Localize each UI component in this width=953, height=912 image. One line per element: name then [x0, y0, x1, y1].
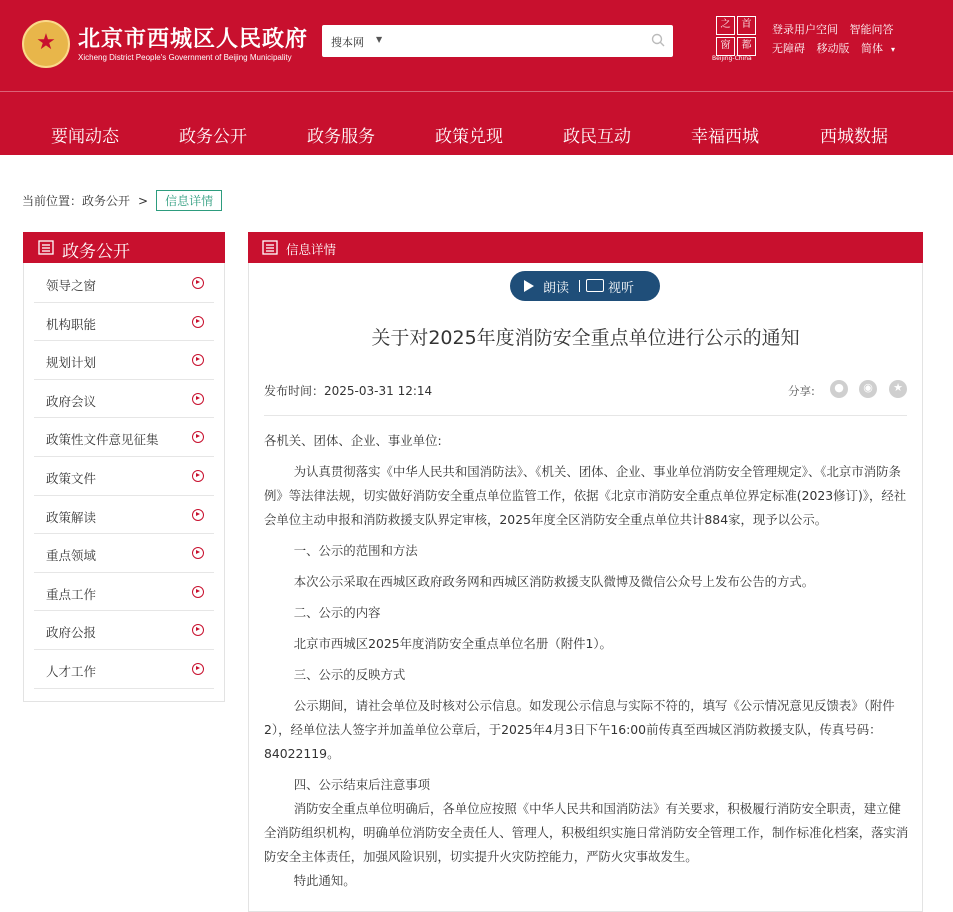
play-icon[interactable] [524, 280, 534, 292]
arrow-circle-icon [192, 547, 204, 559]
publish-label: 发布时间： [264, 384, 325, 398]
sidebar-item-leaders[interactable] [34, 264, 214, 303]
logo-cell: 首 [737, 16, 756, 35]
nav-item-news[interactable]: 要闻动态 [51, 127, 119, 147]
header-divider [0, 91, 953, 92]
monitor-icon[interactable] [586, 279, 604, 292]
search-scope-select[interactable]: 搜本网 [331, 36, 364, 49]
publish-time: 2025-03-31 12:14 [324, 384, 433, 398]
sidebar-item-label: 重点领域 [46, 548, 97, 564]
header [0, 0, 953, 155]
article-title: 关于对2025年度消防安全重点单位进行公示的通知 [371, 327, 800, 349]
sidebar-item-meetings[interactable] [34, 380, 214, 419]
sidebar-item-label: 政策解读 [46, 509, 97, 525]
nav-item-data[interactable]: 西城数据 [820, 127, 888, 147]
sidebar-item-functions[interactable] [34, 303, 214, 342]
title-divider [264, 415, 907, 416]
sidebar-item-label: 政府公报 [46, 625, 97, 641]
search-icon[interactable] [651, 33, 665, 47]
arrow-circle-icon [192, 393, 204, 405]
article-heading: 二、公示的内容 [293, 605, 381, 620]
arrow-circle-icon [192, 316, 204, 328]
search-input[interactable] [394, 31, 634, 51]
breadcrumb [22, 190, 222, 211]
arrow-circle-icon [192, 586, 204, 598]
site-subtitle: Xicheng District People's Government of Beijing Municipality [78, 53, 292, 62]
article-greeting: 各机关、团体、企业、事业单位: [264, 433, 442, 448]
accessibility-link[interactable]: 无障碍 [772, 42, 805, 55]
breadcrumb-separator: > [138, 194, 149, 208]
reader-divider [579, 280, 580, 292]
audiovisual-button[interactable]: 视听 [608, 281, 635, 296]
sidebar-item-label: 人才工作 [46, 663, 97, 679]
sidebar-item-policy-docs[interactable] [34, 457, 214, 496]
read-aloud-button[interactable]: 朗读 [543, 281, 570, 296]
article-body [264, 429, 909, 893]
nav-item-interaction[interactable]: 政民互动 [563, 127, 631, 147]
article-paragraph: 本次公示采取在西城区政府政务网和西城区消防救援支队微博及微信公众号上发布公告的方式。 [293, 574, 815, 589]
article-heading: 四、公示结束后注意事项 [293, 777, 431, 792]
logo-cell: 都 [737, 37, 756, 56]
logo-subtitle: Beijing-China [712, 55, 752, 62]
sidebar-item-consultation[interactable] [34, 418, 214, 457]
document-icon [38, 240, 54, 255]
sidebar-item-label: 重点工作 [46, 586, 97, 602]
sidebar-item-label: 机构职能 [46, 316, 97, 332]
sidebar-item-gazette[interactable] [34, 611, 214, 650]
breadcrumb-prefix: 当前位置： [22, 194, 83, 208]
article-closing: 特此通知。 [293, 873, 356, 888]
sidebar-item-label: 政策文件 [46, 470, 97, 486]
main-nav [0, 122, 953, 148]
nav-item-gov-affairs[interactable]: 政务公开 [179, 127, 247, 147]
sidebar-title: 政务公开 [62, 242, 130, 262]
sidebar-item-key-areas[interactable] [34, 534, 214, 573]
sidebar-item-label: 政策性文件意见征集 [46, 432, 159, 448]
chevron-down-icon: ▾ [891, 45, 896, 54]
article-paragraph: 北京市西城区2025年度消防安全重点单位名册（附件1）。 [293, 636, 612, 651]
login-link[interactable]: 登录用户空间 [772, 23, 838, 36]
document-icon [262, 240, 278, 255]
article-paragraph: 消防安全重点单位明确后，各单位应按照《中华人民共和国消防法》有关要求，积极履行消防安全职责，建立健全消防组织机构，明确单位消防安全责任人、管理人，积极组织实施日常消防安全管理工作，制作标准化档案，落实消防安全主体责任，加强风险识别，切实提升火灾防控能力，严防火灾事故发生。 [264, 801, 909, 864]
sidebar-item-label: 政府会议 [46, 393, 97, 409]
article-paragraph: 为认真贯彻落实《中华人民共和国消防法》、《机关、团体、企业、事业单位消防安全管理规定》、《北京市消防条例》等法律法规，切实做好消防安全重点单位监管工作，依据《北京市消防安全重点单位界定标准(2023修订)》，经社会单位主动申报和消防救援支队界定审核，2025年度全区消防安全重点单位共计884家，现予以公示。 [264, 464, 907, 527]
favorite-star-icon[interactable] [889, 380, 907, 398]
top-links [772, 20, 911, 59]
sidebar-item-label: 领导之窗 [46, 278, 97, 293]
main-header-title: 信息详情 [286, 242, 337, 257]
sidebar [23, 232, 225, 702]
breadcrumb-current: 信息详情 [156, 190, 222, 211]
sidebar-item-key-work[interactable] [34, 573, 214, 612]
chevron-down-icon[interactable]: ▼ [376, 35, 383, 44]
arrow-circle-icon [192, 663, 204, 675]
capital-window-logo[interactable] [716, 16, 758, 58]
article-heading: 一、公示的范围和方法 [293, 543, 418, 558]
weibo-share-icon[interactable] [859, 380, 877, 398]
sidebar-header [23, 232, 225, 263]
logo-cell: 之 [716, 16, 735, 35]
language-label: 简体 [861, 42, 883, 55]
sidebar-item-interpretation[interactable] [34, 496, 214, 535]
smart-qa-link[interactable]: 智能问答 [849, 23, 894, 36]
sidebar-item-plans[interactable] [34, 341, 214, 380]
share-label: 分享: [788, 384, 815, 398]
site-title[interactable]: 北京市西城区人民政府 [78, 27, 309, 52]
language-select[interactable] [861, 42, 903, 55]
logo-cell: 窗 [716, 37, 735, 56]
article-paragraph: 公示期间，请社会单位及时核对公示信息。如发现公示信息与实际不符的，填写《公示情况意见反馈表》（附件2），经单位法人签字并加盖单位公章后，于2025年4月3日下午16:00前传真至西城区消防救援支队，传真号码：84022119。 [264, 698, 895, 761]
nav-item-policy[interactable]: 政策兑现 [435, 127, 503, 147]
arrow-circle-icon [192, 277, 204, 289]
search-box[interactable] [322, 25, 673, 57]
arrow-circle-icon [192, 624, 204, 636]
nav-item-gov-services[interactable]: 政务服务 [307, 127, 375, 147]
arrow-circle-icon [192, 470, 204, 482]
arrow-circle-icon [192, 509, 204, 521]
sidebar-item-label: 规划计划 [46, 355, 97, 371]
national-emblem-logo[interactable] [22, 20, 70, 68]
main-panel [248, 232, 923, 912]
arrow-circle-icon [192, 354, 204, 366]
nav-item-happy-xicheng[interactable]: 幸福西城 [691, 127, 759, 147]
sidebar-list [34, 264, 214, 689]
sidebar-item-talent[interactable] [34, 650, 214, 689]
arrow-circle-icon [192, 431, 204, 443]
breadcrumb-parent[interactable]: 政务公开 [82, 194, 131, 208]
reader-controls [510, 271, 660, 301]
wechat-share-icon[interactable] [830, 380, 848, 398]
main-header [248, 232, 923, 263]
mobile-link[interactable]: 移动版 [816, 42, 850, 55]
publish-info [264, 382, 432, 399]
article-heading: 三、公示的反映方式 [293, 667, 406, 682]
